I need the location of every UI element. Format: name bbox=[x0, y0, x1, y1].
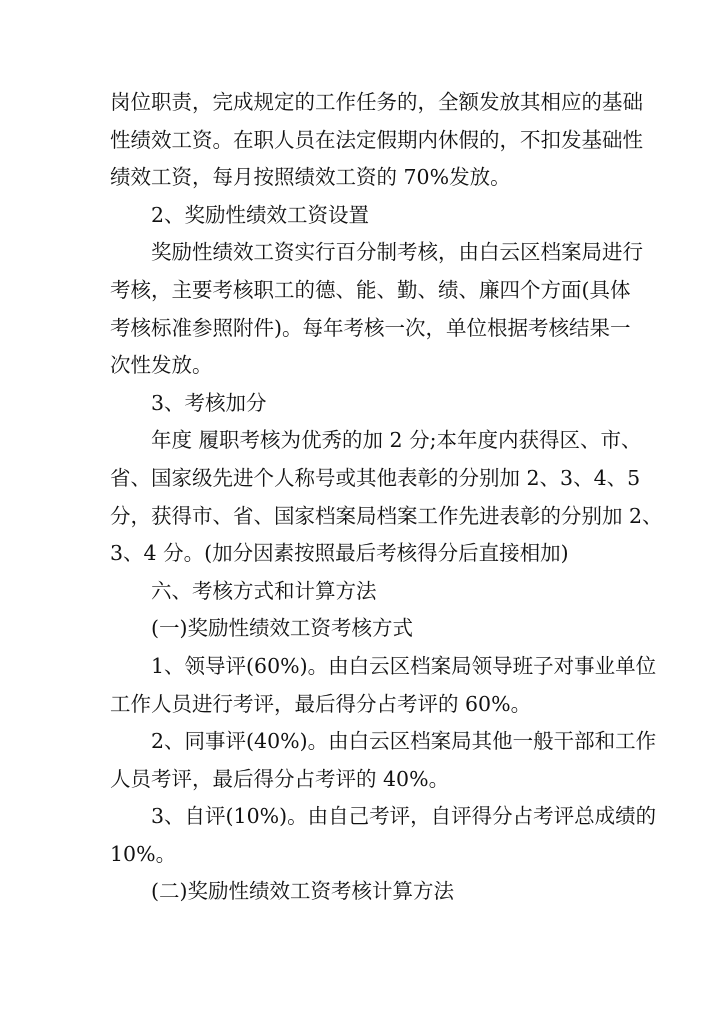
text-line: 3、自评(10%)。由自己考评，自评得分占考评总成绩的 bbox=[151, 804, 657, 829]
text-line: 岗位职责，完成规定的工作任务的，全额发放其相应的基础 bbox=[110, 90, 643, 114]
text-line: 3、考核加分 bbox=[151, 390, 267, 415]
text-line: 人员考评，最后得分占考评的 40%。 bbox=[110, 766, 450, 791]
text-line: 分，获得市、省、国家档案局档案工作先进表彰的分别加 2、 bbox=[110, 503, 663, 528]
text-line: 10%。 bbox=[110, 841, 177, 866]
text-line: 次性发放。 bbox=[110, 353, 213, 378]
document-body bbox=[110, 84, 663, 911]
text-line: (一)奖励性绩效工资考核方式 bbox=[151, 616, 413, 641]
text-line: 2、同事评(40%)。由白云区档案局其他一般干部和工作 bbox=[151, 729, 657, 754]
text-line: 绩效工资，每月按照绩效工资的 70%发放。 bbox=[110, 165, 511, 190]
text-line: 工作人员进行考评，最后得分占考评的 60%。 bbox=[110, 691, 532, 716]
text-line: 3、4 分。(加分因素按照最后考核得分后直接相加) bbox=[110, 541, 569, 566]
text-line: 性绩效工资。在职人员在法定假期内休假的，不扣发基础性 bbox=[110, 127, 643, 152]
text-line: 六、考核方式和计算方法 bbox=[151, 578, 377, 603]
text-line: 1、领导评(60%)。由白云区档案局领导班子对事业单位 bbox=[151, 653, 657, 678]
text-line: 年度 履职考核为优秀的加 2 分;本年度内获得区、市、 bbox=[151, 428, 642, 453]
text-line: 省、国家级先进个人称号或其他表彰的分别加 2、3、4、5 bbox=[110, 465, 641, 490]
text-line: 奖励性绩效工资实行百分制考核，由白云区档案局进行 bbox=[151, 240, 643, 265]
text-line: 考核，主要考核职工的德、能、勤、绩、廉四个方面(具体 bbox=[110, 277, 631, 302]
text-line: (二)奖励性绩效工资考核计算方法 bbox=[151, 879, 454, 904]
text-line: 2、奖励性绩效工资设置 bbox=[151, 202, 370, 227]
text-line: 考核标准参照附件)。每年考核一次，单位根据考核结果一 bbox=[110, 315, 631, 340]
